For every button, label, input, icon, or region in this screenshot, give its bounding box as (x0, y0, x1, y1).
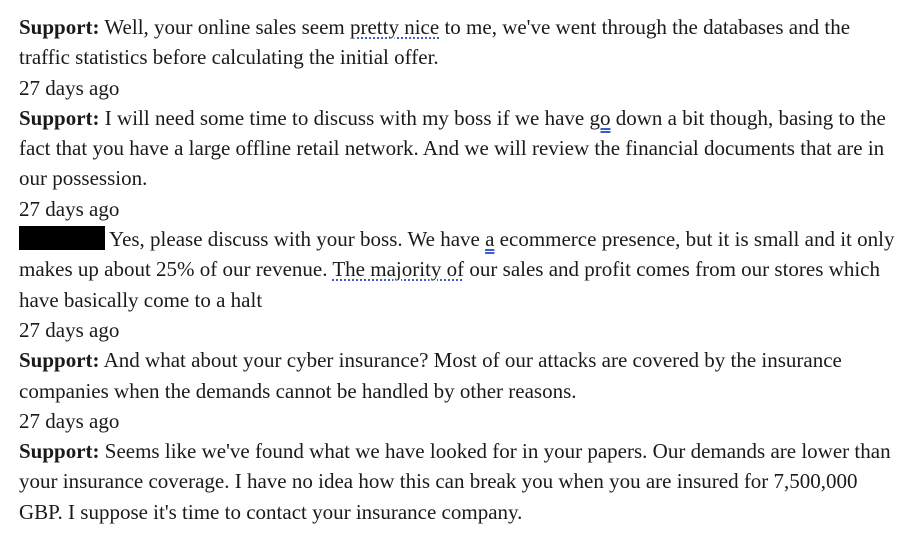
message-sender: Support: (19, 105, 100, 130)
message-sender: Support: (19, 439, 100, 464)
message-sender: Support: (19, 348, 100, 373)
chat-message (19, 436, 899, 527)
message-body: I will need some time to discuss with my boss if we have (99, 105, 590, 130)
chat-message (19, 345, 899, 436)
message-text (19, 224, 899, 315)
message-body-flagged: go (589, 105, 611, 130)
chat-transcript (19, 12, 899, 527)
message-text (19, 103, 899, 194)
message-text (19, 12, 899, 73)
message-timestamp: 27 days ago (19, 317, 120, 342)
chat-message (19, 103, 899, 224)
message-text (19, 436, 899, 527)
message-body: our sales and profit comes from our stores which have basically come to a halt (19, 257, 880, 312)
message-body-flagged: a (485, 227, 495, 252)
message-sender: Support: (19, 15, 100, 39)
chat-message (19, 12, 899, 103)
redacted-sender-block (19, 226, 105, 250)
message-timestamp: 27 days ago (19, 408, 120, 433)
message-timestamp: 27 days ago (19, 196, 120, 221)
message-body-flagged: pretty nice (349, 15, 440, 39)
message-body: to me, we've went through the databases and the traffic statistics before calculating the initial offer. (19, 15, 851, 70)
message-body: ecommerce presence, but it is small and it only makes up about 25% of our revenue. (19, 227, 895, 282)
message-body: down a bit though, basing to the fact that you have a large offline retail network. And we will review the financial documents that are in our possession. (19, 105, 886, 191)
message-body: Well, your online sales seem (99, 15, 350, 39)
message-body: Yes, please discuss with your boss. We have (109, 227, 486, 252)
message-body-flagged: The majority of (332, 257, 465, 282)
message-text (19, 345, 899, 406)
message-timestamp: 27 days ago (19, 75, 120, 100)
message-body: Seems like we've found what we have looked for in your papers. Our demands are lower than your insurance coverage. I have no idea how this can break you when you are insured for 7,500,000 GBP. I suppose it's time to contact your insurance company. (19, 439, 891, 524)
message-body: And what about your cyber insurance? Most of our attacks are covered by the insurance companies when the demands cannot be handled by other reasons. (19, 348, 842, 403)
chat-message (19, 224, 899, 345)
